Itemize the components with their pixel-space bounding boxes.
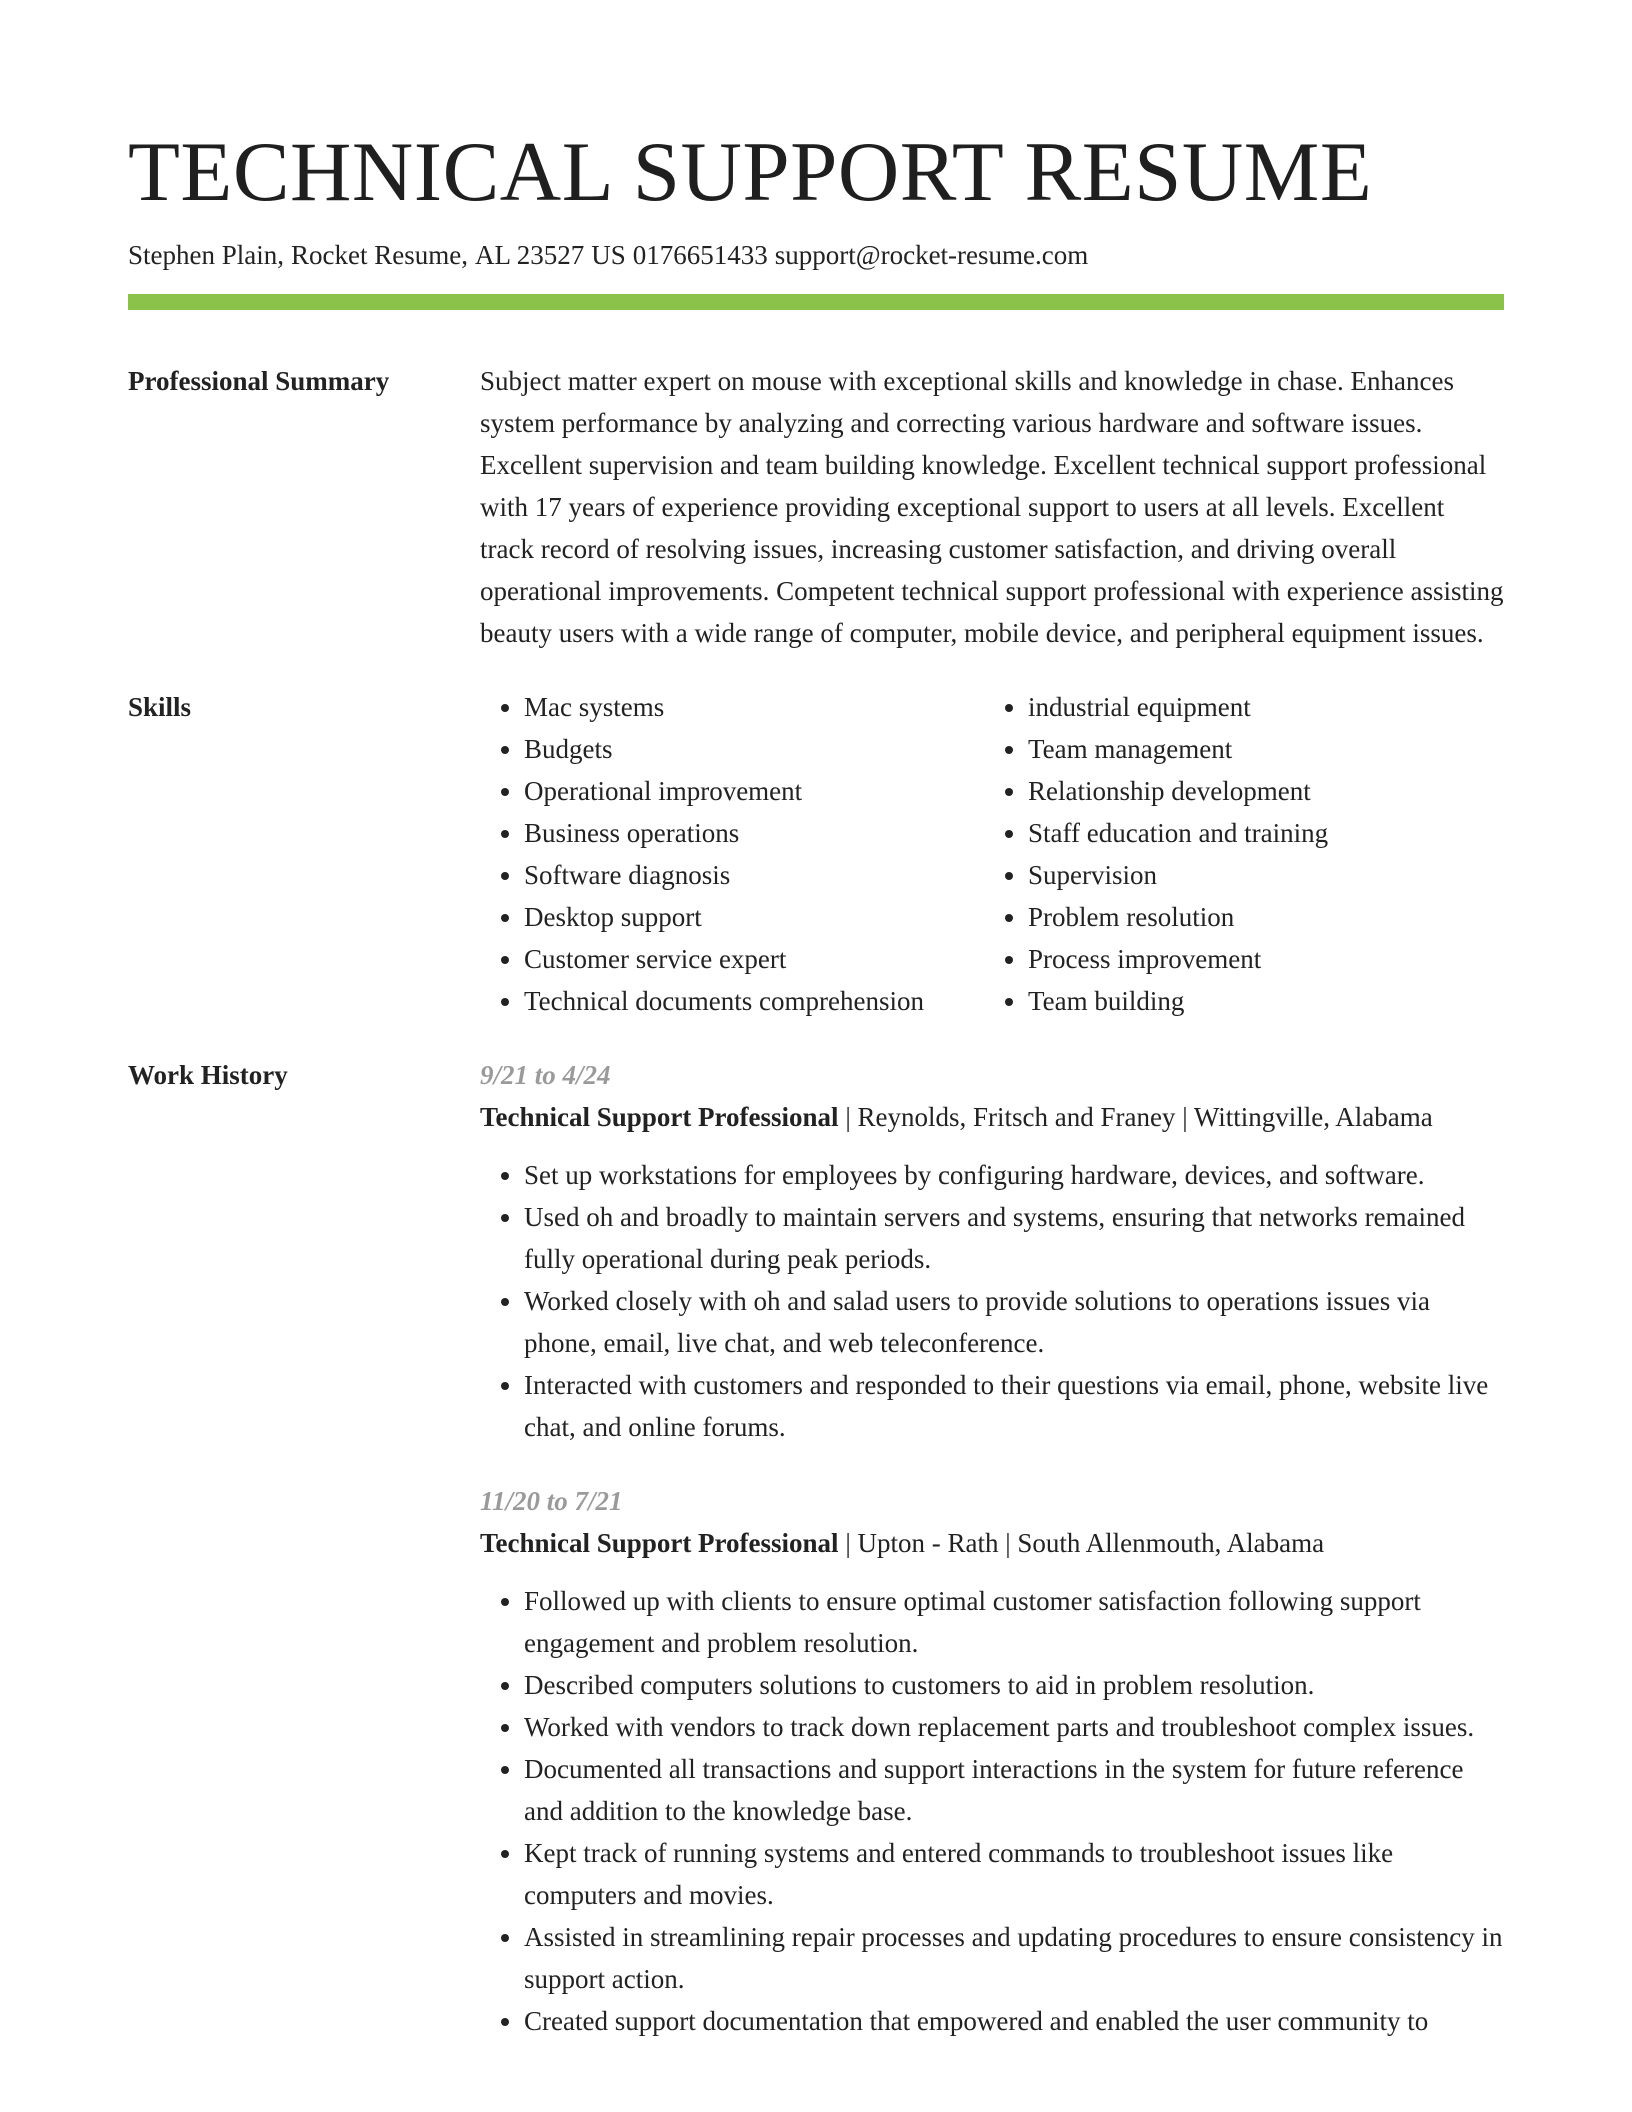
skills-list-right xyxy=(984,686,1504,1022)
job-bullet: • Interacted with customers and responded to their questions via email, phone, website live chat, and online forums. xyxy=(524,1364,1504,1448)
job-bullet: • Described computers solutions to customers to aid in problem resolution. xyxy=(524,1664,1504,1706)
job-separator: | xyxy=(838,1528,858,1558)
job-separator: | xyxy=(1175,1102,1194,1132)
skills-body xyxy=(480,686,1504,1022)
work-history-body xyxy=(480,1054,1504,2042)
skills-heading: Skills xyxy=(128,692,192,722)
job-bullet: • Followed up with clients to ensure optimal customer satisfaction following support engagement and problem resolution. xyxy=(524,1580,1504,1664)
summary-body xyxy=(480,360,1504,654)
contact-line xyxy=(128,238,1504,272)
job-bullet: • Used oh and broadly to maintain servers and systems, ensuring that networks remained fully operational during peak periods. xyxy=(524,1196,1504,1280)
skill-item: • Staff education and training xyxy=(1028,812,1504,854)
job-bullet-list xyxy=(480,1580,1504,2042)
skill-item: • Problem resolution xyxy=(1028,896,1504,938)
job-separator: | xyxy=(838,1102,858,1132)
job-dates: 9/21 to 4/24 xyxy=(480,1060,611,1090)
skill-item: • industrial equipment xyxy=(1028,686,1504,728)
header-divider xyxy=(128,294,1504,310)
work-history-section xyxy=(128,1054,1504,2042)
job-bullet: • Set up workstations for employees by configuring hardware, devices, and software. xyxy=(524,1154,1504,1196)
skill-item: • Technical documents comprehension xyxy=(524,980,984,1022)
job-heading xyxy=(480,1096,1504,1138)
job-title: Technical Support Professional xyxy=(480,1102,839,1132)
skill-item: • Software diagnosis xyxy=(524,854,984,896)
skills-section xyxy=(128,686,1504,1022)
job-company: Upton - Rath xyxy=(857,1528,999,1558)
skill-item: • Operational improvement xyxy=(524,770,984,812)
contact-state-zip: AL 23527 xyxy=(474,240,585,270)
job-entry xyxy=(480,1054,1504,1448)
skill-item: • Team building xyxy=(1028,980,1504,1022)
summary-section xyxy=(128,360,1504,654)
skill-item: • Mac systems xyxy=(524,686,984,728)
skill-item: • Budgets xyxy=(524,728,984,770)
job-title: Technical Support Professional xyxy=(480,1528,839,1558)
skill-item: • Customer service expert xyxy=(524,938,984,980)
job-company: Reynolds, Fritsch and Franey xyxy=(857,1102,1176,1132)
skill-item: • Desktop support xyxy=(524,896,984,938)
job-bullet-list xyxy=(480,1154,1504,1448)
job-dates: 11/20 to 7/21 xyxy=(480,1486,623,1516)
job-entry xyxy=(480,1480,1504,2042)
job-heading xyxy=(480,1522,1504,1564)
job-bullet: • Created support documentation that empowered and enabled the user community to xyxy=(524,2000,1504,2042)
skill-item: • Process improvement xyxy=(1028,938,1504,980)
contact-email: support@rocket-resume.com xyxy=(774,240,1089,270)
summary-heading: Professional Summary xyxy=(128,366,390,396)
job-bullet: • Kept track of running systems and entered commands to troubleshoot issues like computers and movies. xyxy=(524,1832,1504,1916)
contact-city: Rocket Resume, xyxy=(291,240,468,270)
skills-list-left xyxy=(480,686,984,1022)
resume-page xyxy=(128,0,1504,2042)
contact-country: US xyxy=(591,240,626,270)
contact-phone: 0176651433 xyxy=(632,240,768,270)
job-location: Wittingville, Alabama xyxy=(1193,1102,1433,1132)
resume-title: TECHNICAL SUPPORT RESUME xyxy=(128,125,1373,219)
job-location: South Allenmouth, Alabama xyxy=(1017,1528,1325,1558)
job-bullet: • Worked closely with oh and salad users to provide solutions to operations issues via phone, email, live chat, and web teleconference. xyxy=(524,1280,1504,1364)
job-bullet: • Assisted in streamlining repair processes and updating procedures to ensure consistency in support action. xyxy=(524,1916,1504,2000)
skill-item: • Supervision xyxy=(1028,854,1504,896)
summary-text: Subject matter expert on mouse with exceptional skills and knowledge in chase. Enhances system performance by analyzing and correcting various hardware and software issues. Excellent supervision and team building knowledge. Excellent technical support professional with 17 years of experience providing exceptional support to users at all levels. Excellent track record of resolving issues, increasing customer satisfaction, and driving overall operational improvements. Competent technical support professional with experience assisting beauty users with a wide range of computer, mobile device, and peripheral equipment issues. xyxy=(480,366,1504,648)
work-history-heading: Work History xyxy=(128,1060,288,1090)
job-bullet: • Worked with vendors to track down replacement parts and troubleshoot complex issues. xyxy=(524,1706,1504,1748)
job-separator: | xyxy=(998,1528,1018,1558)
skill-item: • Relationship development xyxy=(1028,770,1504,812)
job-bullet: • Documented all transactions and support interactions in the system for future reference and addition to the knowledge base. xyxy=(524,1748,1504,1832)
skill-item: • Team management xyxy=(1028,728,1504,770)
contact-name: Stephen Plain, xyxy=(128,240,284,270)
skill-item: • Business operations xyxy=(524,812,984,854)
